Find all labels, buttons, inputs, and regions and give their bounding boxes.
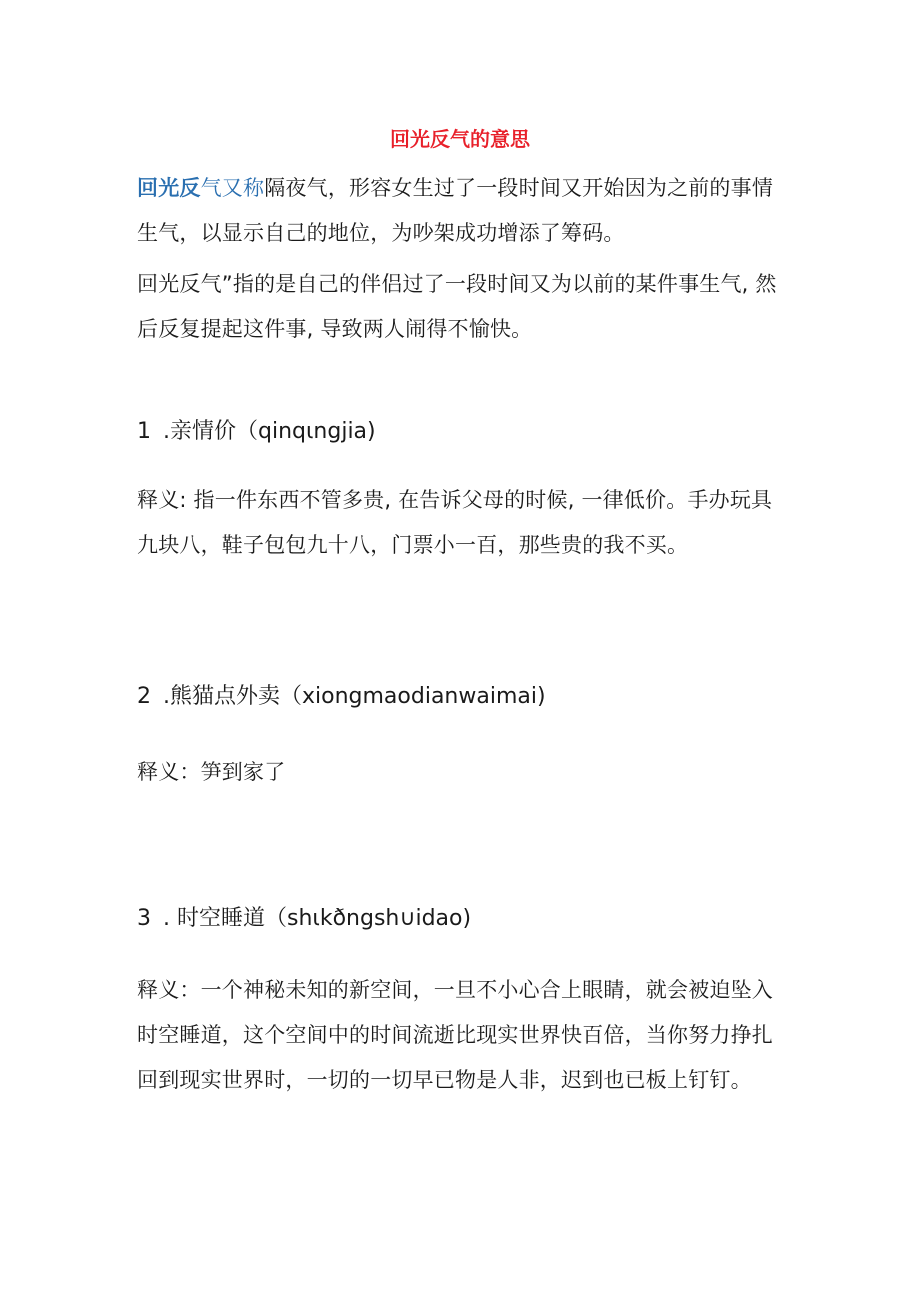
intro-term-rest: 气又称 [200, 176, 265, 200]
intro-paragraph [137, 166, 787, 256]
item-definition-3: 释义：一个神秘未知的新空间，一旦不小心合上眼睛，就会被迫坠入时空睡道，这个空间中的时间流逝比现实世界快百倍，当你努力挣扎回到现实世界时，一切的一切早已物是人非，迟到也已板上钉钉。 [137, 978, 773, 1092]
item-number: 1 [137, 419, 151, 444]
item-heading-text: . 时空睡道（shιkðngsh∪idao) [163, 906, 472, 931]
item-heading-2 [137, 680, 546, 714]
item-heading-text: .亲情价（qinqιngjia) [163, 419, 376, 444]
intro-paragraph-2: 回光反气”指的是自己的伴侣过了一段时间又为以前的某件事生气, 然后反复提起这件事, 导致两人闹得不愉快。 [137, 272, 777, 341]
item-heading-3 [137, 902, 471, 936]
item-definition-1: 释义: 指一件东西不管多贵, 在告诉父母的时候, 一律低价。手办玩具九块八，鞋子包包九十八，门票小一百，那些贵的我不买。 [137, 488, 773, 557]
intro-text: 隔夜气，形容女生过了一段时间又开始因为之前的事情生气，以显示自己的地位，为吵架成功增添了筹码。 [137, 176, 774, 245]
item-number: 3 [137, 906, 151, 931]
intro-term-bold: 回光反 [137, 176, 201, 200]
page-title: 回光反气的意思 [390, 127, 530, 151]
item-number: 2 [137, 684, 151, 709]
item-heading-text: .熊猫点外卖（xiongmaodianwaimai) [163, 684, 546, 709]
item-definition-2: 释义：笋到家了 [137, 760, 286, 784]
item-heading-1 [137, 415, 376, 449]
